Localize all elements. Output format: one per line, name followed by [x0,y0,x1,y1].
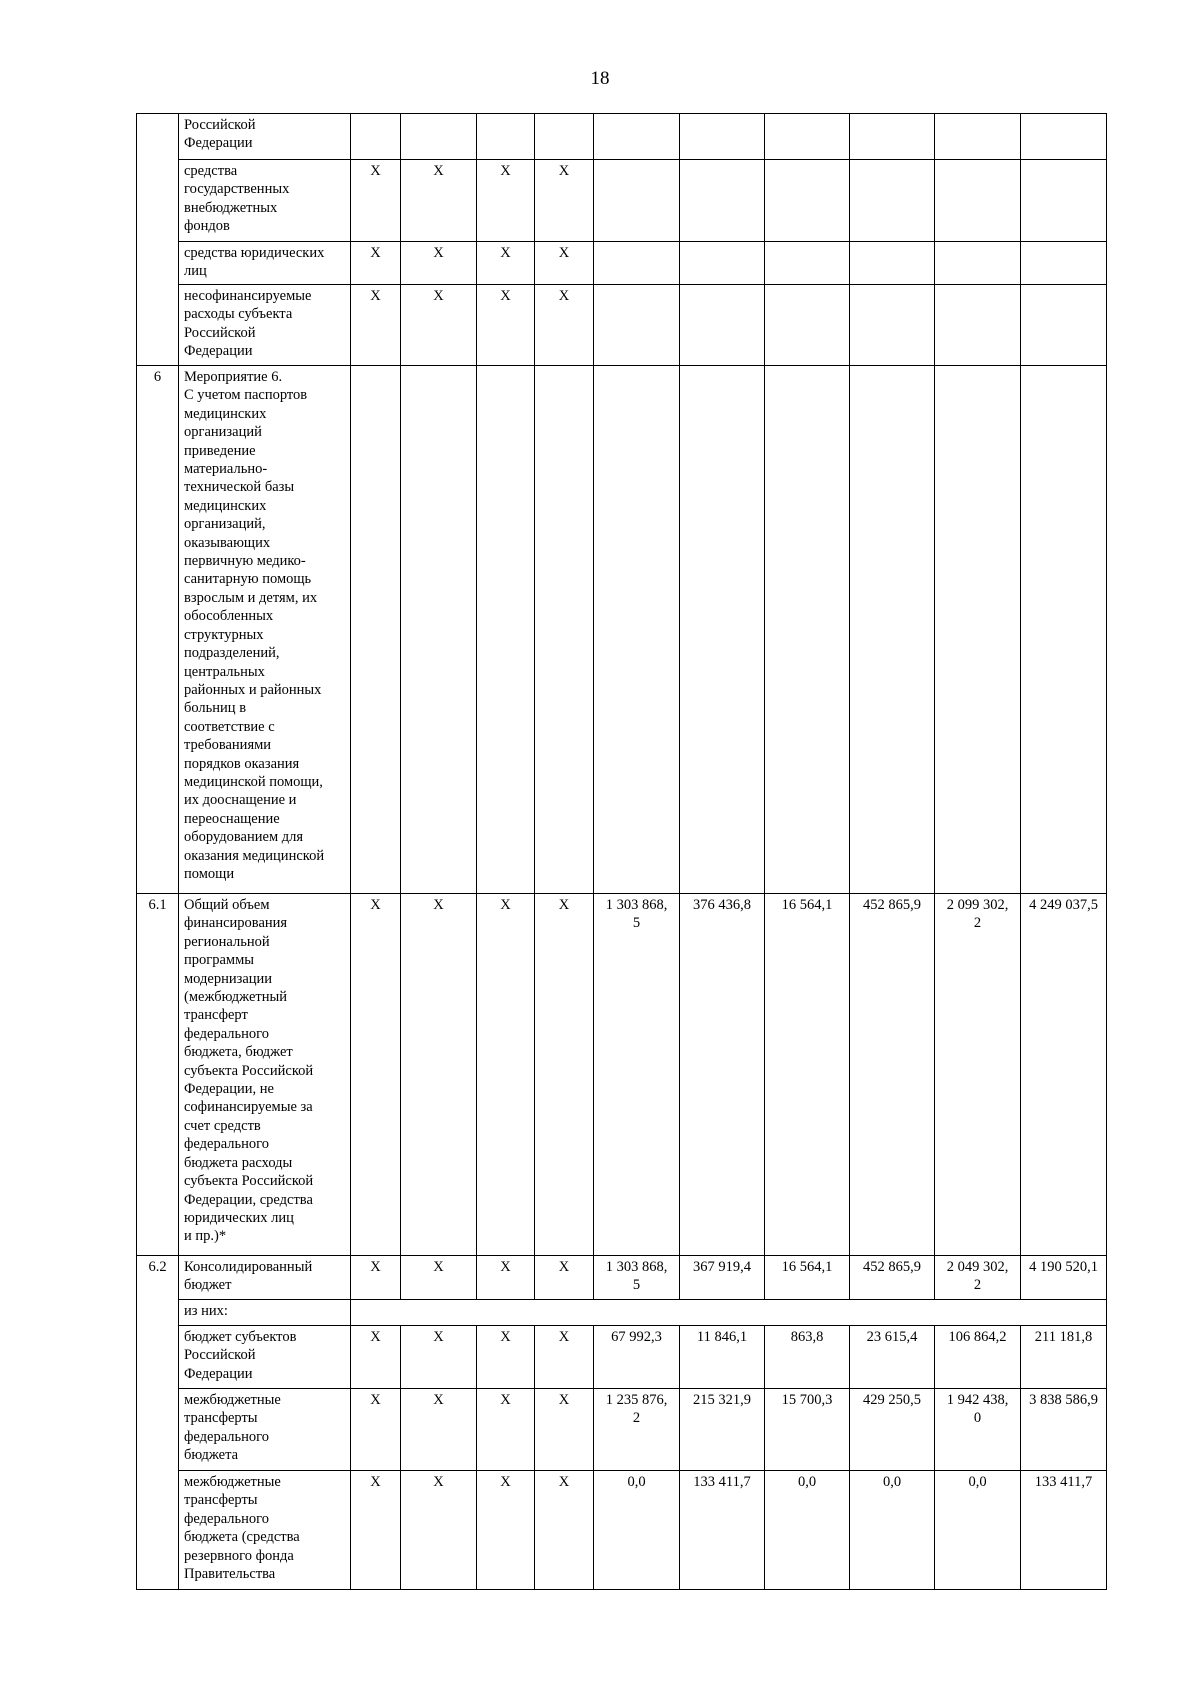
value-cell: 863,8 [765,1326,850,1389]
x-mark-cell: X [401,1256,477,1300]
table-row [137,242,1107,285]
x-mark-cell: X [535,242,594,285]
table-cell [1021,114,1107,160]
x-mark-cell: X [477,242,535,285]
table-cell [680,366,765,894]
value-cell: 429 250,5 [850,1389,935,1471]
row-description-text: Российской Федерации [184,117,256,152]
value-cell: 11 846,1 [680,1326,765,1389]
table-row [137,1326,1107,1389]
x-mark-cell: X [477,1256,535,1300]
table-cell [351,366,401,894]
row-description-text: средства государственных внебюджетных фондов [184,163,290,235]
row-description-text: Мероприятие 6. С учетом паспортов медицинских организаций приведение материально- технической базы медицинских организаций, оказывающих первичную медико- санитарную помощь взрослым и детям, их обособленных структурных подразделений, центральных районных и районных больниц в соответствие с требованиями порядков оказания медицинской помощи, их дооснащение и переоснащение оборудованием для оказания медицинской помощи [184,369,325,882]
table-row [137,114,1107,160]
value-cell: 1 303 868, 5 [594,1256,680,1300]
financing-table [136,113,1107,1590]
x-mark-cell: X [535,285,594,366]
table-cell [594,114,680,160]
table-row [137,160,1107,242]
table-cell [594,242,680,285]
row-number-cell [137,114,179,160]
x-mark-cell: X [535,1256,594,1300]
page-number: 18 [590,68,610,89]
table-row [137,1300,1107,1326]
table-row [137,285,1107,366]
value-cell: 452 865,9 [850,1256,935,1300]
x-mark-cell: X [477,894,535,1256]
table-cell [594,366,680,894]
row-number-cell [137,1326,179,1389]
value-cell: 452 865,9 [850,894,935,1256]
x-mark-cell: X [401,1326,477,1389]
value-cell: 0,0 [594,1471,680,1590]
table-cell [850,114,935,160]
row-description-text: из них: [184,1303,228,1319]
table-row [137,1389,1107,1471]
x-mark-cell: X [401,160,477,242]
row-description [179,160,351,242]
table-cell [850,285,935,366]
value-cell: 1 235 876, 2 [594,1389,680,1471]
table-cell [680,160,765,242]
value-cell: 106 864,2 [935,1326,1021,1389]
value-cell: 215 321,9 [680,1389,765,1471]
row-description [179,1389,351,1471]
table-cell [535,366,594,894]
x-mark-cell: X [477,1326,535,1389]
merged-empty-cell [351,1300,1107,1326]
table-cell [401,114,477,160]
value-cell: 367 919,4 [680,1256,765,1300]
table-cell [1021,285,1107,366]
value-cell: 16 564,1 [765,1256,850,1300]
table-cell [935,160,1021,242]
row-number-cell [137,1389,179,1471]
value-cell: 16 564,1 [765,894,850,1256]
row-description-text: Консолидированный бюджет [184,1259,313,1294]
value-cell: 15 700,3 [765,1389,850,1471]
value-cell: 1 303 868, 5 [594,894,680,1256]
x-mark-cell: X [477,160,535,242]
x-mark-cell: X [401,1471,477,1590]
row-number-cell [137,1471,179,1590]
table-cell [765,114,850,160]
table-cell [935,114,1021,160]
row-description [179,285,351,366]
value-cell: 376 436,8 [680,894,765,1256]
value-cell: 2 099 302, 2 [935,894,1021,1256]
value-cell: 3 838 586,9 [1021,1389,1107,1471]
table-cell [765,366,850,894]
row-description-text: Общий объем финансирования региональной программы модернизации (межбюджетный трансферт федерального бюджета, бюджет субъекта Российской Федерации, не софинансируемые за счет средств федерального бюджета расходы субъекта Российской Федерации, средства юридических лиц и пр.)* [184,897,314,1245]
table-cell [680,285,765,366]
x-mark-cell: X [351,1471,401,1590]
table-cell [351,114,401,160]
row-description-text: межбюджетные трансферты федерального бюджета (средства резервного фонда Правительства [184,1474,300,1583]
row-description [179,242,351,285]
x-mark-cell: X [477,285,535,366]
table-cell [1021,242,1107,285]
value-cell: 67 992,3 [594,1326,680,1389]
row-description [179,1471,351,1590]
x-mark-cell: X [351,1389,401,1471]
table-cell [765,160,850,242]
x-mark-cell: X [401,242,477,285]
table-row [137,366,1107,894]
table-cell [680,242,765,285]
table-row [137,894,1107,1256]
row-description [179,1326,351,1389]
table-cell [594,160,680,242]
x-mark-cell: X [401,1389,477,1471]
row-number-cell: 6.2 [137,1256,179,1300]
x-mark-cell: X [477,1471,535,1590]
value-cell: 0,0 [850,1471,935,1590]
row-number-cell: 6 [137,366,179,894]
value-cell: 2 049 302, 2 [935,1256,1021,1300]
row-number-cell [137,285,179,366]
x-mark-cell: X [535,1471,594,1590]
row-description [179,114,351,160]
table-cell [850,242,935,285]
table-cell [594,285,680,366]
row-number-cell [137,160,179,242]
row-description [179,1256,351,1300]
value-cell: 0,0 [765,1471,850,1590]
x-mark-cell: X [351,1326,401,1389]
x-mark-cell: X [351,285,401,366]
table-cell [765,242,850,285]
value-cell: 0,0 [935,1471,1021,1590]
x-mark-cell: X [351,242,401,285]
row-number-cell [137,1300,179,1326]
table-cell [850,160,935,242]
value-cell: 1 942 438, 0 [935,1389,1021,1471]
row-number-cell [137,242,179,285]
x-mark-cell: X [351,1256,401,1300]
row-description [179,1300,351,1326]
table-cell [765,285,850,366]
x-mark-cell: X [351,160,401,242]
row-description [179,366,351,894]
x-mark-cell: X [401,285,477,366]
table-cell [1021,366,1107,894]
x-mark-cell: X [477,1389,535,1471]
table-cell [535,114,594,160]
x-mark-cell: X [535,1326,594,1389]
value-cell: 4 249 037,5 [1021,894,1107,1256]
x-mark-cell: X [535,894,594,1256]
table-cell [935,242,1021,285]
table-cell [477,114,535,160]
row-description-text: межбюджетные трансферты федерального бюджета [184,1392,281,1464]
table-cell [1021,160,1107,242]
table-row [137,1471,1107,1590]
table-cell [401,366,477,894]
x-mark-cell: X [351,894,401,1256]
x-mark-cell: X [535,1389,594,1471]
table-cell [935,285,1021,366]
table-cell [680,114,765,160]
table-cell [935,366,1021,894]
row-description [179,894,351,1256]
table-cell [850,366,935,894]
value-cell: 23 615,4 [850,1326,935,1389]
table-row [137,1256,1107,1300]
x-mark-cell: X [401,894,477,1256]
value-cell: 211 181,8 [1021,1326,1107,1389]
row-description-text: бюджет субъектов Российской Федерации [184,1329,297,1382]
row-number-cell: 6.1 [137,894,179,1256]
value-cell: 133 411,7 [1021,1471,1107,1590]
x-mark-cell: X [535,160,594,242]
value-cell: 133 411,7 [680,1471,765,1590]
row-description-text: несофинансируемые расходы субъекта Российской Федерации [184,288,312,360]
value-cell: 4 190 520,1 [1021,1256,1107,1300]
table-cell [477,366,535,894]
row-description-text: средства юридических лиц [184,245,325,280]
